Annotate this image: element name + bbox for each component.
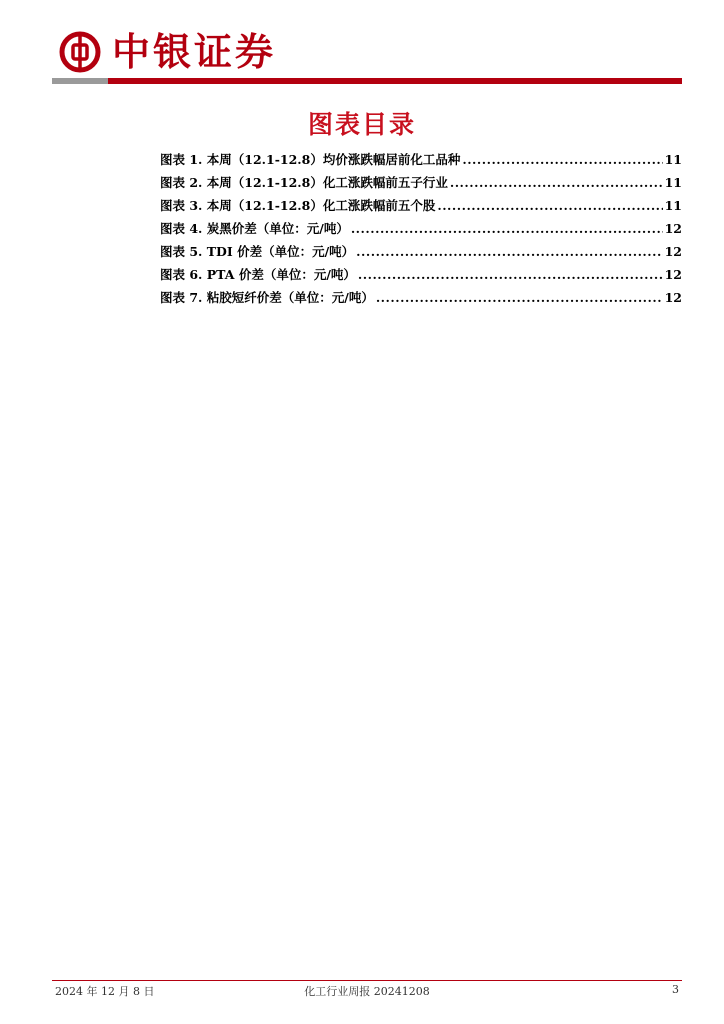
toc-item-1[interactable]: [160, 150, 682, 173]
toc-leader-dots: [462, 152, 662, 167]
brand-name: 中银证券: [112, 30, 277, 74]
toc-item-label: 图表 7. 粘胶短纤价差（单位：元/吨）: [160, 290, 374, 305]
toc-item-label: 图表 2. 本周（12.1-12.8）化工涨跌幅前五子行业: [160, 175, 448, 190]
toc-item-page: 12: [664, 221, 682, 236]
page-footer: [55, 983, 679, 1001]
toc-item-5[interactable]: [160, 242, 682, 265]
toc-item-2[interactable]: [160, 173, 682, 196]
toc-item-3[interactable]: [160, 196, 682, 219]
toc-leader-dots: [450, 175, 663, 190]
toc-item-label: 图表 4. 炭黑价差（单位：元/吨）: [160, 221, 349, 236]
toc-item-label: 图表 6. PTA 价差（单位：元/吨）: [160, 267, 356, 282]
page-header: [0, 0, 724, 90]
header-rule-red: [108, 78, 682, 84]
toc-title: 图表目录: [307, 110, 416, 139]
toc-item-page: 11: [664, 152, 682, 167]
toc-item-label: 图表 3. 本周（12.1-12.8）化工涨跌幅前五个股: [160, 198, 436, 213]
toc-item-page: 12: [664, 244, 682, 259]
toc-item-6[interactable]: [160, 265, 682, 288]
footer-date: 2024 年 12 月 8 日: [55, 985, 155, 998]
toc-item-page: 11: [664, 198, 682, 213]
toc-leader-dots: [437, 198, 662, 213]
footer-page-number: 3: [672, 983, 679, 996]
footer-rule: [52, 980, 682, 981]
toc-leader-dots: [356, 244, 662, 259]
toc-leader-dots: [358, 267, 663, 282]
toc-item-page: 12: [664, 267, 682, 282]
toc-item-label: 图表 1. 本周（12.1-12.8）均价涨跌幅居前化工品种: [160, 152, 461, 167]
toc-item-7[interactable]: [160, 288, 682, 311]
toc-leader-dots: [351, 221, 663, 236]
toc-item-page: 11: [664, 175, 682, 190]
header-rule-grey: [52, 78, 108, 84]
toc-leader-dots: [376, 290, 663, 305]
toc-item-label: 图表 5. TDI 价差（单位：元/吨）: [160, 244, 355, 259]
footer-report-name: 化工行业周报 20241208: [304, 985, 430, 998]
toc-item-page: 12: [664, 290, 682, 305]
toc-list: [160, 150, 682, 311]
toc-item-4[interactable]: [160, 219, 682, 242]
bank-of-china-logo-icon: [58, 30, 102, 74]
